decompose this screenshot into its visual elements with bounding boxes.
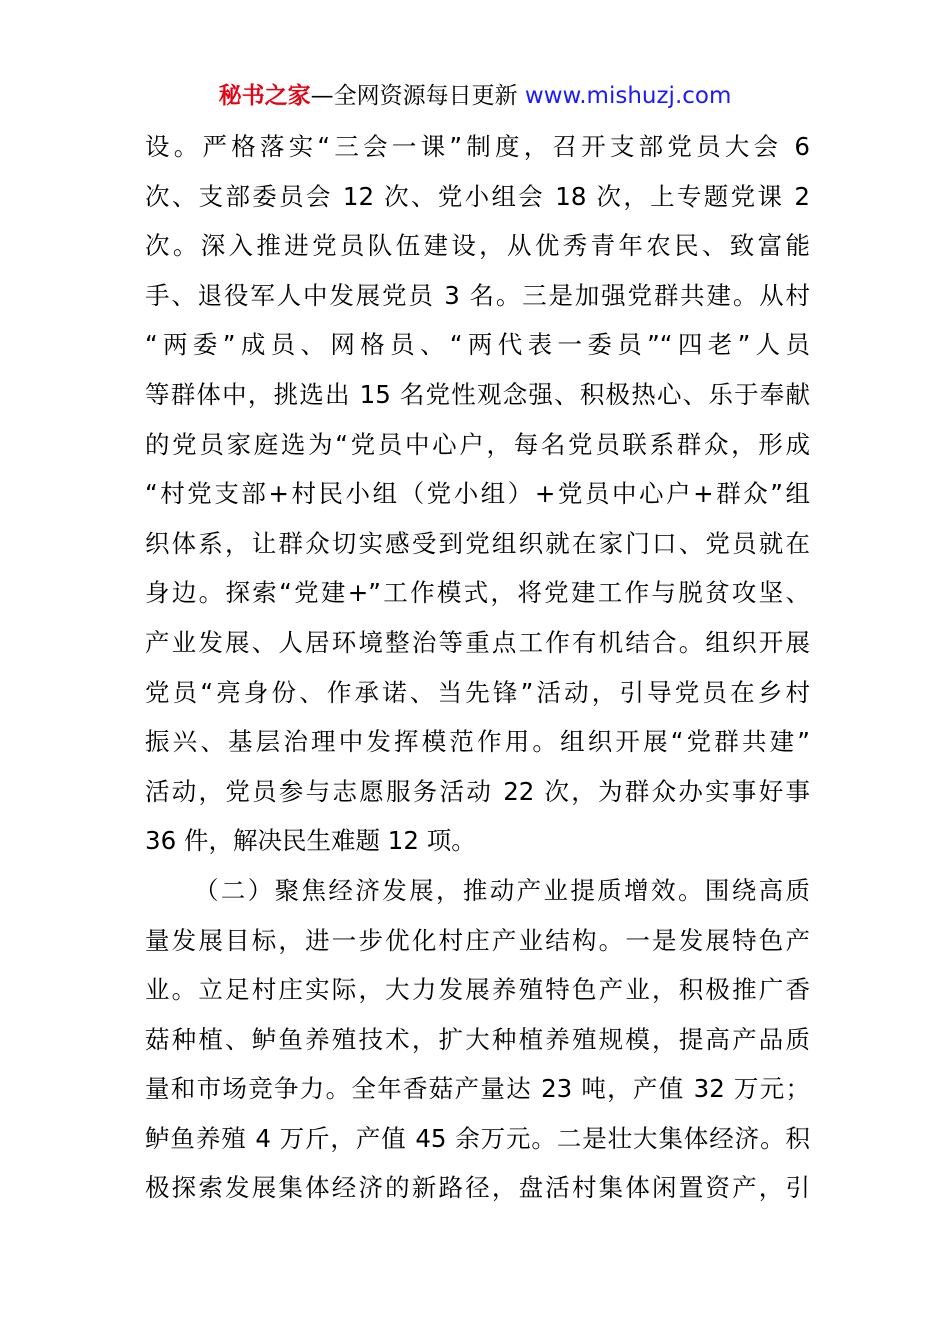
text-line: 次、支部委员会 12 次、党小组会 18 次，上专题党课 2 [145, 181, 810, 211]
text-line: 量发展目标，进一步优化村庄产业结构。一是发展特色产 [145, 925, 810, 955]
text-line: 业。立足村庄实际，大力发展养殖特色产业，积极推广香 [145, 975, 810, 1005]
text-line: 振兴、基层治理中发挥模范作用。组织开展“党群共建” [145, 727, 810, 757]
text-line: 次。深入推进党员队伍建设，从优秀青年农民、致富能 [145, 231, 810, 261]
text-line: 鲈鱼养殖 4 万斤，产值 45 余万元。二是壮大集体经济。积 [145, 1123, 810, 1153]
text-line: 党员“亮身份、作承诺、当先锋”活动，引导党员在乡村 [145, 677, 810, 707]
section-heading-line: （二）聚焦经济发展，推动产业提质增效。围绕高质 [194, 875, 810, 905]
paragraph-end-line: 36 件，解决民生难题 12 项。 [145, 826, 476, 856]
text-line: 身边。探索“党建+”工作模式，将党建工作与脱贫攻坚、 [145, 578, 810, 608]
text-line: 织体系，让群众切实感受到党组织就在家门口、党员就在 [145, 528, 810, 558]
text-line: “两委”成员、网格员、“两代表一委员”“四老”人员 [145, 330, 810, 360]
site-header [0, 80, 950, 112]
text-line: 产业发展、人居环境整治等重点工作有机结合。组织开展 [145, 627, 810, 657]
text-line: 手、退役军人中发展党员 3 名。三是加强党群共建。从村 [145, 280, 810, 310]
document-body [145, 122, 810, 1213]
text-line: 活动，党员参与志愿服务活动 22 次，为群众办实事好事 [145, 776, 810, 806]
text-line: 设。严格落实“三会一课”制度，召开支部党员大会 6 [145, 132, 810, 161]
text-line: 菇种植、鲈鱼养殖技术，扩大种植养殖规模，提高产品质 [145, 1024, 810, 1054]
text-line: 量和市场竞争力。全年香菇产量达 23 吨，产值 32 万元； [145, 1074, 810, 1104]
text-line: 的党员家庭选为“党员中心户，每名党员联系群众，形成 [145, 429, 810, 459]
site-url-link[interactable]: www.mishuzj.com [524, 83, 732, 109]
brand-name: 秘书之家 [218, 83, 311, 109]
header-tagline: —全网资源每日更新 [310, 83, 525, 109]
text-line: “村党支部+村民小组（党小组）+党员中心户+群众”组 [145, 479, 810, 509]
text-line: 极探索发展集体经济的新路径，盘活村集体闲置资产，引 [145, 1173, 810, 1203]
text-line: 等群体中，挑选出 15 名党性观念强、积极热心、乐于奉献 [145, 379, 810, 409]
